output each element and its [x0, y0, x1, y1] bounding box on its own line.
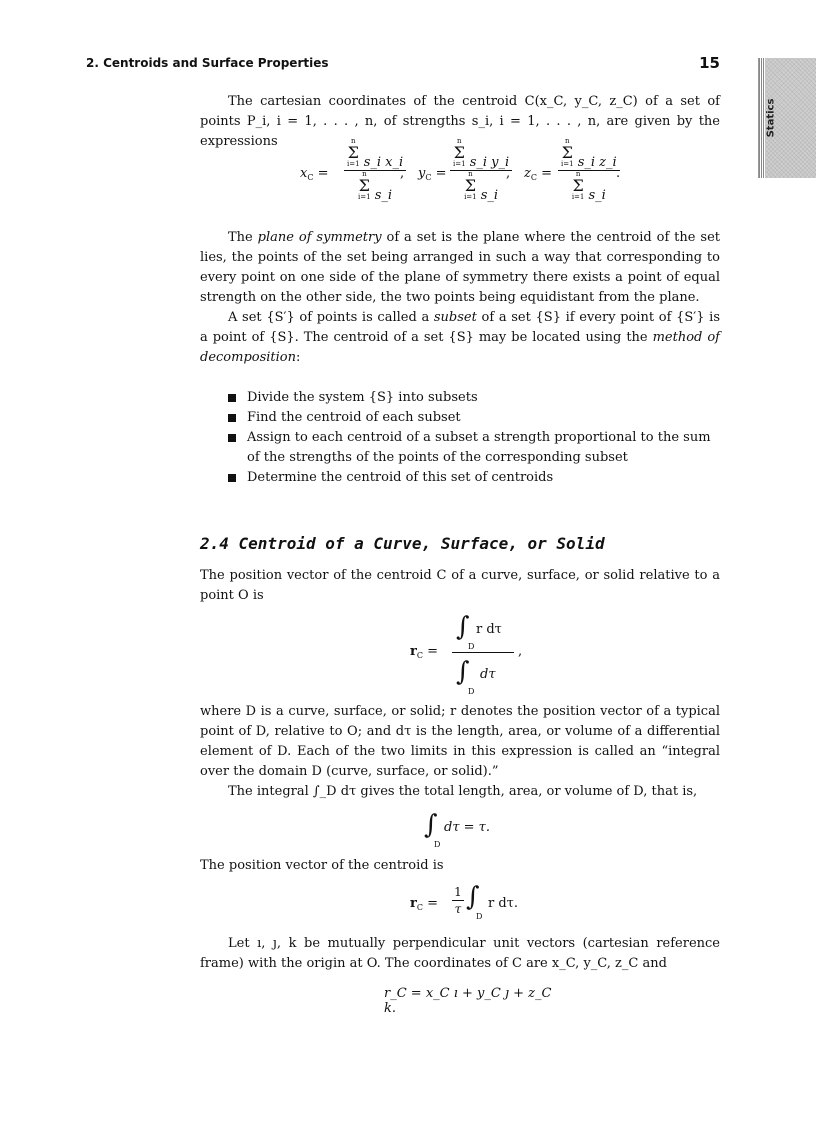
- decomposition-steps-list: [228, 388, 720, 488]
- symmetry-rest: of a set is the plane where the centroid of the set lies, the points of the set being arranged in such a way that corresponding to every point on one side of the plane of symmetry there exists a point of equal strength on the other side, the two points being equidistant from the plane.: [200, 230, 720, 305]
- rc-fraction: ∫ D r dτ ∫ D dτ: [452, 612, 514, 695]
- equation-centroid-points: $x_C$ = n Σ i=1 s_i x_i n Σ i=1 s_i , $y_C$ = n Σ i=1 s_i y_i n Σ i=1 s_i , $z_C$ = n Σ i=1 s_i z_i n Σ i=1 s_i .: [300, 137, 621, 203]
- paragraph-where: where D is a curve, surface, or solid; r denotes the position vector of a typical point of D, relative to O; and dτ is the length, area, or volume of a differential element of D. Each of the two limits in this expression is called an “integral over the domain D (curve, surface, or solid).”: [200, 704, 720, 779]
- eq-x-label: x: [300, 166, 308, 181]
- paragraph-points: The cartesian coordinates of the centroid C(x_C, y_C, z_C) of a set of points P_i, i = 1, . . . , n, of strengths s_i, i = 1, . . . , n, are given by the expressions: [200, 94, 720, 149]
- rctau-lhs-sub: C: [416, 903, 423, 912]
- side-tab: [758, 58, 816, 178]
- page-number: 15: [699, 54, 720, 72]
- term-method-of-decomposition: method of decomposition: [200, 330, 720, 365]
- term-subset: subset: [433, 310, 477, 325]
- total-domain: D: [434, 840, 441, 849]
- side-tab-label: Statics: [765, 98, 777, 138]
- subset-part2: of a set {S} if every point of {S′} is a point of {S}. The centroid of a set {S} may be located using the: [200, 310, 721, 345]
- eq-y-sub: C: [425, 173, 432, 182]
- bullet-square-icon: [228, 474, 236, 482]
- list-item: Assign to each centroid of a subset a strength proportional to the sum of the strengths of the points of the corresponding subset: [228, 428, 720, 468]
- eq-z-label: z: [524, 166, 531, 181]
- list-item: Determine the centroid of this set of centroids: [228, 468, 720, 488]
- paragraph-unit-vectors: Let ı, ȷ, k be mutually perpendicular unit vectors (cartesian reference frame) with the origin at O. The coordinates of C are x_C, y_C, z_C and: [200, 936, 720, 971]
- rctau-domain: D: [476, 912, 483, 921]
- fraction-z: n Σ i=1 s_i z_i n Σ i=1 s_i: [558, 138, 620, 203]
- bullet-square-icon: [228, 414, 236, 422]
- paragraph-plane-of-symmetry: [200, 228, 720, 308]
- denominator-y: s_i: [480, 188, 499, 203]
- paragraph-subset: [200, 308, 720, 368]
- rctau-fraction: [452, 884, 464, 917]
- rc-num-domain: D: [468, 642, 475, 651]
- chapter-title: 2. Centroids and Surface Properties: [86, 56, 329, 70]
- denominator-z: s_i: [588, 188, 606, 203]
- denominator-x: s_i: [374, 188, 393, 203]
- total-integrand: dτ = τ.: [444, 820, 490, 835]
- subset-part3: :: [296, 350, 301, 365]
- bullet-square-icon: [228, 394, 236, 402]
- list-item: Find the centroid of each subset: [228, 408, 720, 428]
- paragraph-position-vector: The position vector of the centroid C of a curve, surface, or solid relative to a point O is: [200, 568, 720, 603]
- rctau-frac-num: 1: [452, 884, 464, 901]
- eq-z-sub: C: [530, 173, 537, 182]
- rc-den-domain: D: [468, 687, 475, 696]
- list-item: Divide the system {S} into subsets: [228, 388, 720, 408]
- rc-lhs-sub: C: [416, 651, 423, 660]
- equation-components: r_C = x_C ı + y_C ȷ + z_C k.: [384, 986, 552, 1016]
- fraction-x: n Σ i=1 s_i x_i n Σ i=1 s_i: [344, 138, 406, 203]
- rctau-integrand: r dτ.: [488, 896, 518, 911]
- upper-limit: n: [351, 137, 356, 145]
- eq-x-sub: C: [307, 173, 314, 182]
- paragraph-integral: The integral ∫_D dτ gives the total length, area, or volume of D, that is,: [228, 784, 698, 799]
- running-header: [86, 54, 720, 74]
- side-tab-rule-lines: [759, 58, 765, 178]
- equation-total: ∫ D dτ = τ.: [424, 810, 490, 849]
- numerator-z: s_i z_i: [577, 155, 617, 170]
- symmetry-lead: The: [228, 230, 258, 245]
- rc-lhs: r: [410, 644, 417, 659]
- rctau-lhs: r: [410, 896, 417, 911]
- equation-rc-tau: $r_C$ = $\frac{1}{\tau}$ ∫ D r dτ.: [410, 882, 518, 921]
- paragraph-position-vector-2: The position vector of the centroid is: [200, 858, 444, 873]
- section-heading: 2.4 Centroid of a Curve, Surface, or Solid: [200, 534, 605, 553]
- fraction-y: n Σ i=1 s_i y_i n Σ i=1 s_i: [450, 138, 512, 203]
- term-plane-of-symmetry: plane of symmetry: [257, 230, 382, 245]
- bullet-square-icon: [228, 434, 236, 442]
- numerator-y: s_i y_i: [469, 155, 510, 170]
- equation-rc-integral: $r_C$ = ∫ D r dτ ∫ D dτ ,: [410, 612, 523, 696]
- subset-part1: A set {S′} of points is called a: [228, 310, 434, 325]
- numerator-x: s_i x_i: [363, 155, 404, 170]
- eq-y-label: y: [418, 166, 426, 181]
- lower-limit: i=1: [347, 160, 360, 168]
- rctau-frac-den: τ: [454, 902, 462, 916]
- rc-numerator: r dτ: [476, 622, 502, 637]
- rc-denominator: dτ: [480, 667, 496, 682]
